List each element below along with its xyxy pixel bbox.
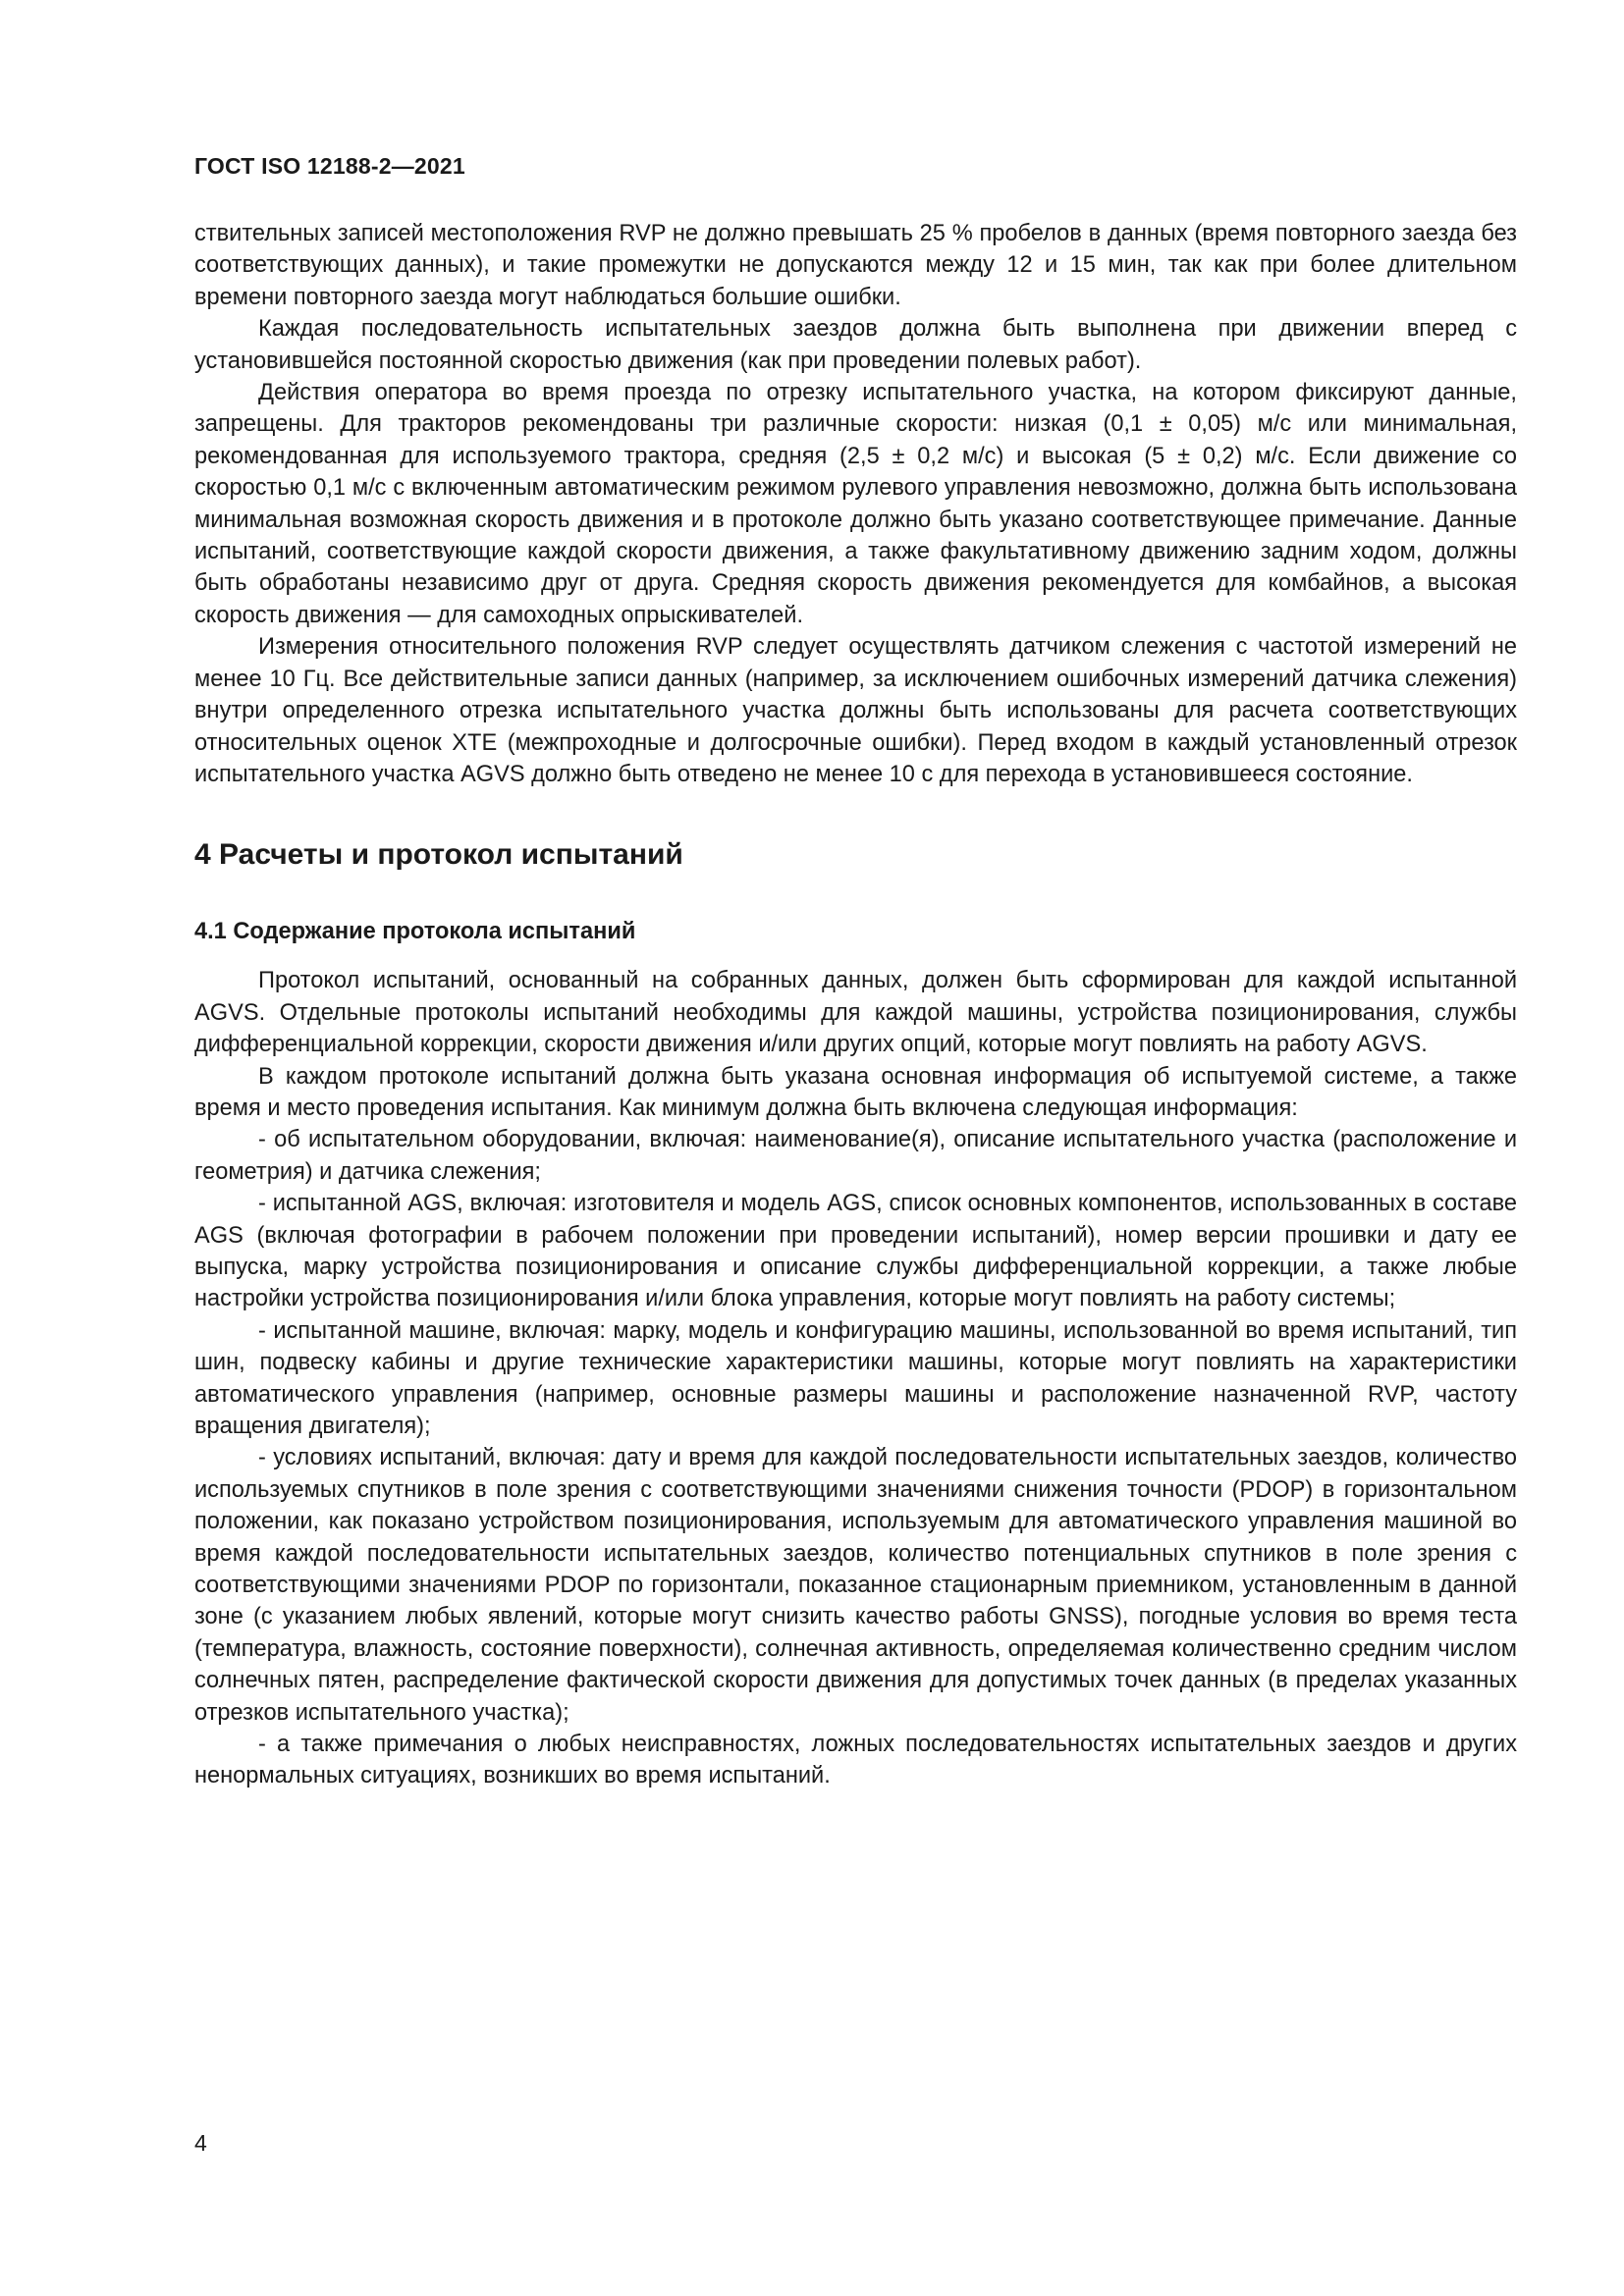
page-number: 4 bbox=[194, 2130, 207, 2156]
paragraph: Действия оператора во время проезда по отрезку испытательного участка, на котором фиксируют данные, запрещены. Для тракторов рекомендованы три различные скорости: низкая (0,1 ± 0,05) м/с или минимальная, рекомендованная для используемого трактора, средняя (2,5 ± 0,2 м/с) и высокая (5 ± 0,2) м/с. Если движение со скоростью 0,1 м/с с включенным автоматическим режимом рулевого управления невозможно, должна быть использована минимальная возможная скорость движения и в протоколе должно быть указано соответствующее примечание. Данные испытаний, соответствующие каждой скорости движения, а также факультативному движению задним ходом, должны быть обработаны независимо друг от друга. Средняя скорость движения рекомендуется для комбайнов, а высокая скорость движения — для самоходных опрыскивателей. bbox=[194, 380, 1517, 628]
subsection-heading: 4.1 Содержание протокола испытаний bbox=[194, 919, 636, 945]
paragraph: Измерения относительного положения RVP следует осуществлять датчиком слежения с частотой измерений не менее 10 Гц. Все действительные записи данных (например, за исключением ошибочных измерений датчика слежения) внутри определенного отрезка испытательного участка должны быть использованы для расчета соответствующих относительных оценок XTE (межпроходные и долгосрочные ошибки). Перед входом в каждый установленный отрезок испытательного участка AGVS должно быть отведено не менее 10 с для перехода в установившееся состояние. bbox=[194, 634, 1517, 787]
list-item: - испытанной машине, включая: марку, модель и конфигурацию машины, использованной во время испытаний, тип шин, подвеску кабины и другие технические характеристики машины, которые могут повлиять на характеристики автоматического управления (например, основные размеры машины и расположение назначенной RVP, частоту вращения двигателя); bbox=[194, 1317, 1517, 1439]
list-item: - а также примечания о любых неисправностях, ложных последовательностях испытательных заездов и других ненормальных ситуациях, возникших во время испытаний. bbox=[194, 1732, 1517, 1789]
list-item: - условиях испытаний, включая: дату и время для каждой последовательности испытательных заездов, количество используемых спутников в поле зрения с соответствующими значениями снижения точности (PDOP) в горизонтальном положении, как показано устройством позиционирования, используемым для автоматического управления машиной во время каждой последовательности испытательных заездов, количество потенциальных спутников в поле зрения с соответствующими значениями PDOP по горизонтали, показанное стационарным приемником, установленным в данной зоне (с указанием любых явлений, которые могут снизить качество работы GNSS), погодные условия во время теста (температура, влажность, состояние поверхности), солнечная активность, определяемая количественно средним числом солнечных пятен, распределение фактической скорости движения для допустимых точек данных (в пределах указанных отрезков испытательного участка); bbox=[194, 1445, 1517, 1726]
list-item: - об испытательном оборудовании, включая: наименование(я), описание испытательного участка (расположение и геометрия) и датчика слежения; bbox=[194, 1127, 1517, 1185]
section-heading: 4 Расчеты и протокол испытаний bbox=[194, 838, 683, 872]
document-header: ГОСТ ISO 12188-2—2021 bbox=[194, 153, 465, 179]
list-item: - испытанной AGS, включая: изготовителя и модель AGS, список основных компонентов, использованных в составе AGS (включая фотографии в рабочем положении при проведении испытаний), номер версии прошивки и дату ее выпуска, марку устройства позиционирования и описание службы дифференциальной коррекции, а также любые настройки устройства позиционирования и/или блока управления, которые могут повлиять на работу системы; bbox=[194, 1191, 1517, 1312]
paragraph-continuation: ствительных записей местоположения RVP не должно превышать 25 % пробелов в данных (время повторного заезда без соответствующих данных), и такие промежутки не допускаются между 12 и 15 мин, так как при более длительном времени повторного заезда могут наблюдаться большие ошибки. bbox=[194, 221, 1517, 310]
page-body bbox=[194, 218, 1517, 1792]
paragraph: Каждая последовательность испытательных заездов должна быть выполнена при движении вперед с установившейся постоянной скоростью движения (как при проведении полевых работ). bbox=[194, 316, 1517, 374]
paragraph: Протокол испытаний, основанный на собранных данных, должен быть сформирован для каждой испытанной AGVS. Отдельные протоколы испытаний необходимы для каждой машины, устройства позиционирования, службы дифференциальной коррекции, скорости движения и/или других опций, которые могут повлиять на работу AGVS. bbox=[194, 968, 1517, 1058]
paragraph: В каждом протоколе испытаний должна быть указана основная информация об испытуемой системе, а также время и место проведения испытания. Как минимум должна быть включена следующая информация: bbox=[194, 1063, 1517, 1121]
